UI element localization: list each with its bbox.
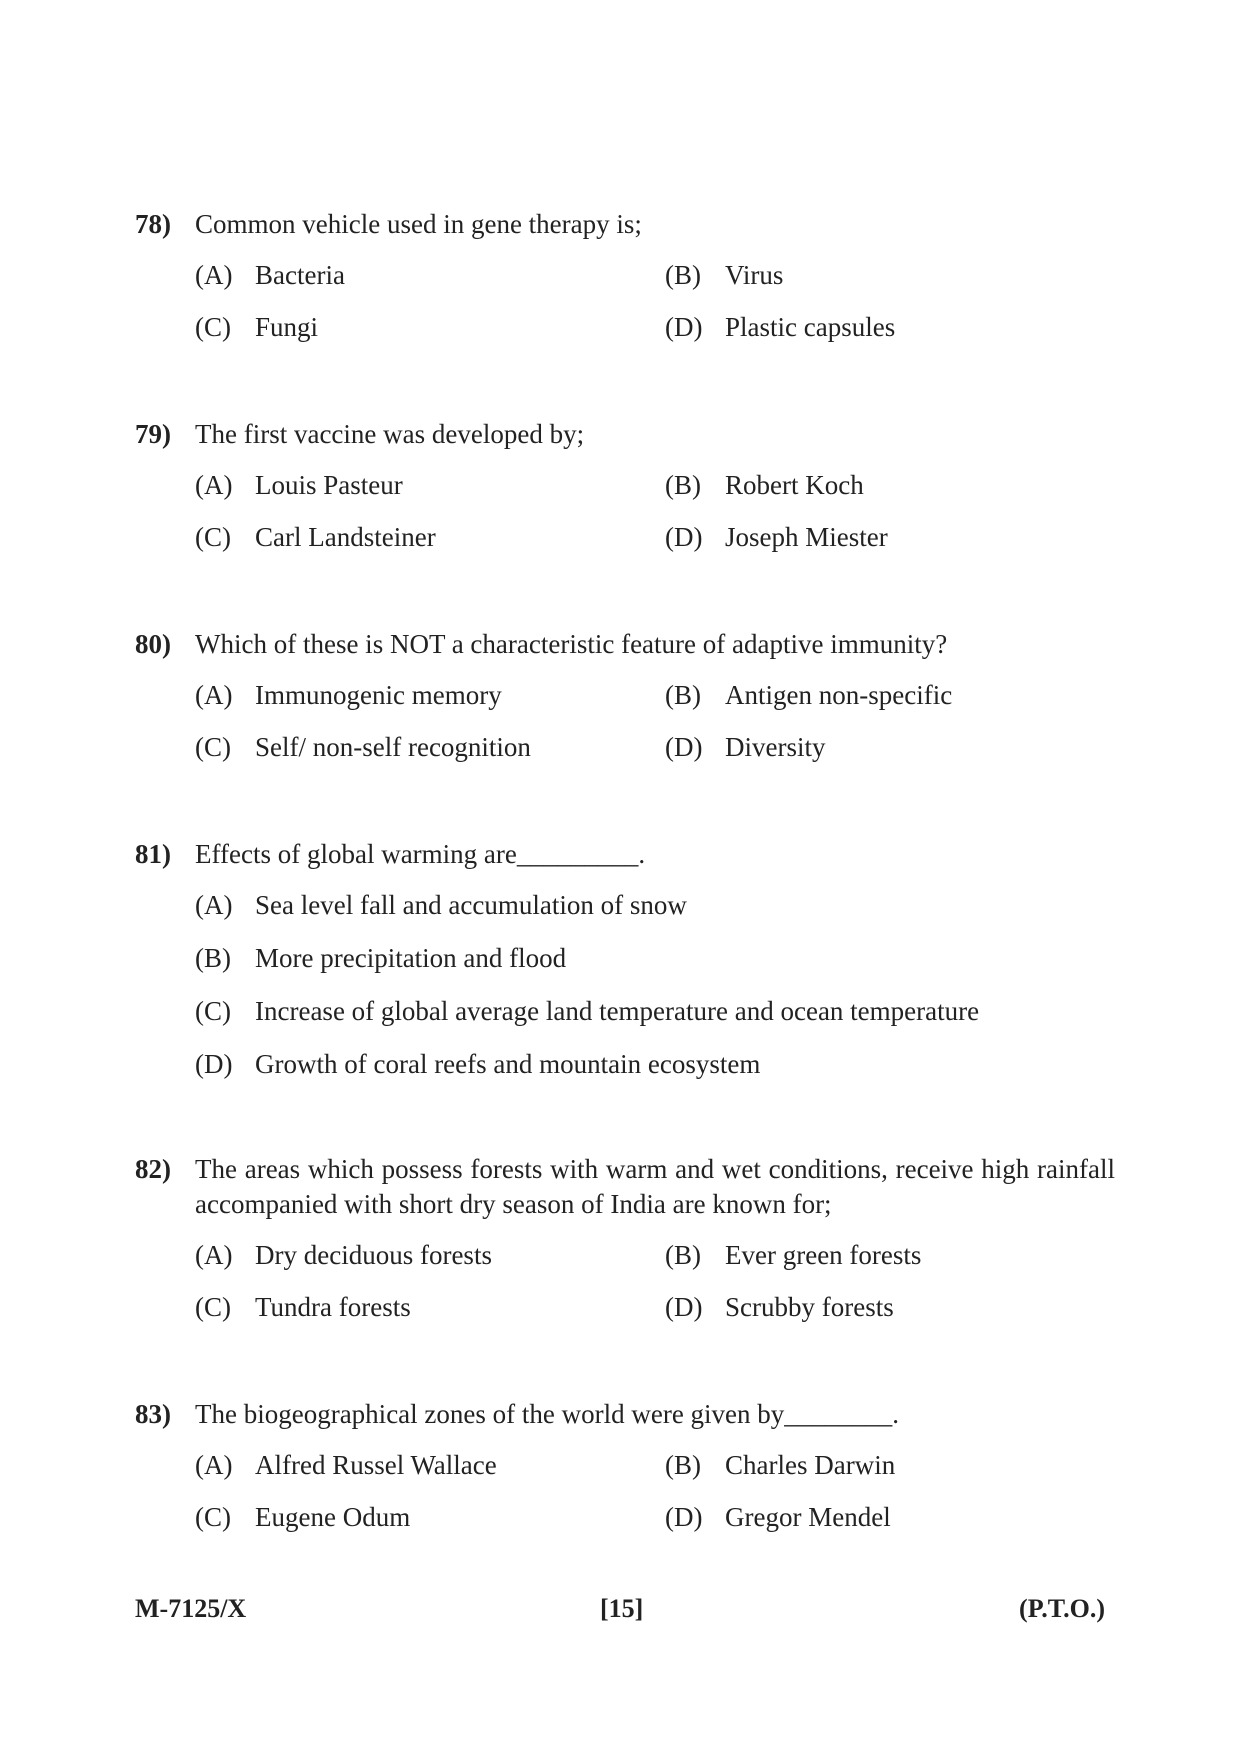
question-text: The areas which possess forests with warm and wet conditions, receive high rainfall accompanied with short dry season of India are known for; [195, 1154, 1115, 1219]
option-text: Increase of global average land temperature and ocean temperature [255, 996, 980, 1026]
option-c: (C) Carl Landsteiner [195, 520, 436, 555]
option-b: (B) More precipitation and flood [195, 941, 566, 976]
page-number: [15] [600, 1594, 644, 1623]
question-number: 80) [135, 629, 171, 659]
option-text: Immunogenic memory [255, 680, 502, 710]
option-text: More precipitation and flood [255, 943, 567, 973]
question-80 [135, 627, 1115, 782]
question-83 [135, 1397, 1115, 1552]
paper-code: M-7125/X [135, 1594, 247, 1623]
question-number: 82) [135, 1154, 171, 1184]
option-text: Gregor Mendel [725, 1502, 891, 1532]
option-text: Louis Pasteur [255, 470, 403, 500]
question-text: The biogeographical zones of the world were given by________. [195, 1399, 900, 1429]
option-b: (B) Antigen non-specific [665, 678, 952, 713]
question-number: 81) [135, 839, 171, 869]
option-d: (D) Scrubby forests [665, 1290, 894, 1325]
option-list [195, 258, 1115, 362]
option-text: Plastic capsules [725, 312, 896, 342]
option-text: Diversity [725, 732, 826, 762]
option-b: (B) Robert Koch [665, 468, 864, 503]
option-a: (A) Dry deciduous forests [195, 1238, 492, 1273]
option-list [195, 468, 1115, 572]
option-d: (D) Joseph Miester [665, 520, 888, 555]
option-text: Antigen non-specific [725, 680, 953, 710]
option-text: Sea level fall and accumulation of snow [255, 890, 687, 920]
question-78 [135, 207, 1115, 362]
option-list [195, 1448, 1115, 1552]
option-a: (A) Louis Pasteur [195, 468, 403, 503]
option-text: Eugene Odum [255, 1502, 411, 1532]
question-number: 78) [135, 209, 171, 239]
question-text: Which of these is NOT a characteristic feature of adaptive immunity? [195, 629, 948, 659]
question-text: Effects of global warming are_________. [195, 839, 646, 869]
option-text: Self/ non-self recognition [255, 732, 531, 762]
option-text: Fungi [255, 312, 319, 342]
option-c: (C) Increase of global average land temperature and ocean temperature [195, 994, 979, 1029]
question-82 [135, 1152, 1115, 1342]
option-text: Tundra forests [255, 1292, 411, 1322]
question-79 [135, 417, 1115, 572]
question-number: 79) [135, 419, 171, 449]
option-b: (B) Ever green forests [665, 1238, 921, 1273]
option-b: (B) Charles Darwin [665, 1448, 895, 1483]
option-text: Dry deciduous forests [255, 1240, 492, 1270]
question-number: 83) [135, 1399, 171, 1429]
question-text: The first vaccine was developed by; [195, 419, 585, 449]
option-text: Carl Landsteiner [255, 522, 436, 552]
option-c: (C) Fungi [195, 310, 318, 345]
pto-label: (P.T.O.) [1019, 1594, 1105, 1623]
option-text: Alfred Russel Wallace [255, 1450, 497, 1480]
option-d: (D) Diversity [665, 730, 826, 765]
option-d: (D) Gregor Mendel [665, 1500, 891, 1535]
option-text: Growth of coral reefs and mountain ecosystem [255, 1049, 761, 1079]
option-text: Scrubby forests [725, 1292, 894, 1322]
option-b: (B) Virus [665, 258, 783, 293]
option-text: Ever green forests [725, 1240, 922, 1270]
option-c: (C) Tundra forests [195, 1290, 411, 1325]
question-text: Common vehicle used in gene therapy is; [195, 209, 642, 239]
option-c: (C) Eugene Odum [195, 1500, 410, 1535]
option-list [195, 1238, 1115, 1342]
option-d: (D) Growth of coral reefs and mountain ecosystem [195, 1047, 760, 1082]
option-c: (C) Self/ non-self recognition [195, 730, 531, 765]
option-a: (A) Alfred Russel Wallace [195, 1448, 497, 1483]
option-d: (D) Plastic capsules [665, 310, 895, 345]
option-a: (A) Sea level fall and accumulation of snow [195, 888, 687, 923]
option-list [195, 678, 1115, 782]
option-text: Virus [725, 260, 784, 290]
option-a: (A) Bacteria [195, 258, 345, 293]
option-list [195, 888, 1115, 1100]
option-text: Joseph Miester [725, 522, 888, 552]
option-text: Bacteria [255, 260, 345, 290]
question-81 [135, 837, 1115, 1100]
option-a: (A) Immunogenic memory [195, 678, 502, 713]
option-text: Robert Koch [725, 470, 864, 500]
option-text: Charles Darwin [725, 1450, 896, 1480]
